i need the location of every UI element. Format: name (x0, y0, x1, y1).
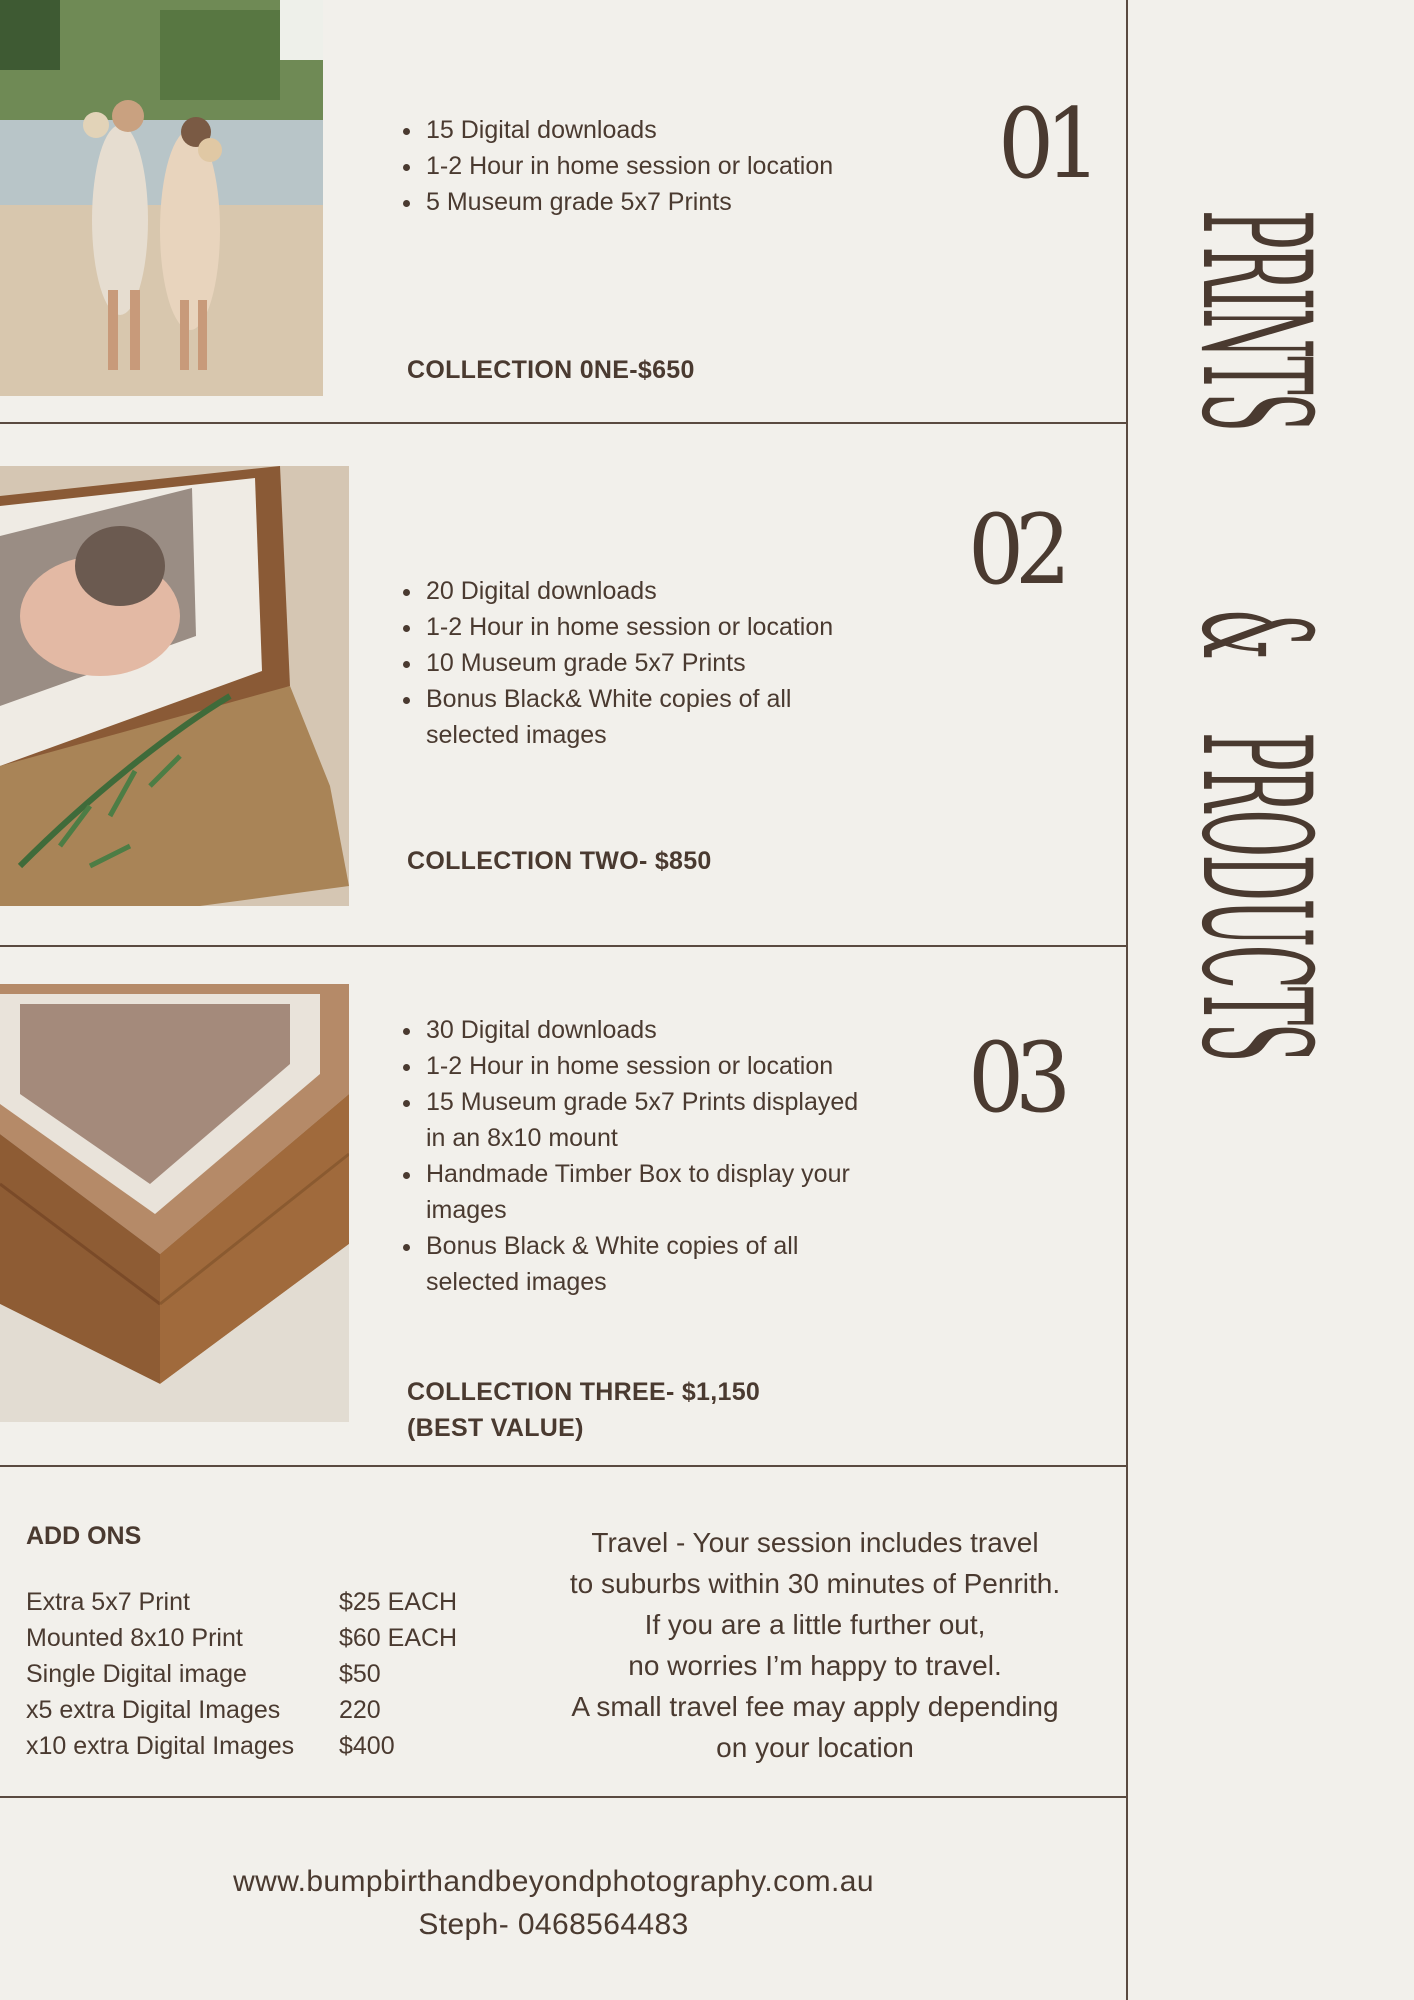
feature-item: • 30 Digital downloads (424, 1012, 864, 1048)
collection-3-price-line: COLLECTION THREE- $1,150 (407, 1378, 761, 1406)
vertical-divider (1126, 0, 1128, 2000)
collection-number-1: 01 (998, 88, 1092, 200)
travel-line: on your location (716, 1732, 914, 1763)
contact-phone: Steph- 0468564483 (418, 1908, 689, 1941)
feature-item: • 1-2 Hour in home session or location (424, 1048, 864, 1084)
addon-price: $25 EACH (339, 1588, 458, 1616)
addon-name: Single Digital image (26, 1660, 247, 1688)
feature-item: • 15 Digital downloads (424, 112, 854, 148)
addon-row (26, 1692, 457, 1728)
addon-row (26, 1620, 457, 1656)
travel-note (530, 1522, 1100, 1768)
addon-row (26, 1656, 457, 1692)
feature-item: • 1-2 Hour in home session or location (424, 148, 854, 184)
section-divider (0, 1465, 1127, 1467)
travel-line: A small travel fee may apply depending (571, 1691, 1059, 1722)
newborn-framed-photo (0, 466, 349, 906)
collection-3-best-value: (BEST VALUE) (407, 1414, 584, 1442)
addon-price: $400 (339, 1732, 395, 1760)
feature-item: • 20 Digital downloads (424, 573, 854, 609)
feature-item: • Handmade Timber Box to display your images (424, 1156, 864, 1228)
travel-line: If you are a little further out, (644, 1609, 986, 1640)
travel-line: no worries I’m happy to travel. (628, 1650, 1002, 1681)
addon-row (26, 1584, 457, 1620)
section-divider (0, 1796, 1127, 1798)
footer (0, 1860, 1107, 1946)
travel-line: to suburbs within 30 minutes of Penrith. (569, 1568, 1061, 1599)
website-link[interactable]: www.bumpbirthandbeyondphotography.com.au (233, 1865, 874, 1898)
feature-item: • Bonus Black& White copies of all selected images (424, 681, 854, 753)
addon-name: Mounted 8x10 Print (26, 1624, 243, 1652)
travel-line: Travel - Your session includes travel (591, 1527, 1039, 1558)
feature-item: • 15 Museum grade 5x7 Prints displayed in an 8x10 mount (424, 1084, 864, 1156)
addon-row (26, 1728, 457, 1764)
feature-item: • 1-2 Hour in home session or location (424, 609, 854, 645)
collection-number-2: 02 (968, 494, 1062, 606)
timber-box-photo (0, 984, 349, 1422)
collection-3-features (402, 1012, 864, 1300)
collection-1-price: COLLECTION 0NE-$650 (407, 356, 695, 384)
title-prints: PRINTS (1168, 210, 1342, 430)
addon-name: x5 extra Digital Images (26, 1696, 281, 1724)
addon-price: $50 (339, 1660, 381, 1688)
title-products: PRODUCTS (1168, 732, 1342, 1061)
title-ampersand: & (1168, 608, 1342, 658)
collection-number-3: 03 (968, 1022, 1062, 1134)
family-beach-photo (0, 0, 323, 396)
collection-3-price (407, 1374, 760, 1446)
addons-list (26, 1584, 457, 1764)
collection-1-features (402, 112, 854, 220)
addon-price: $60 EACH (339, 1624, 458, 1652)
feature-item: • 10 Museum grade 5x7 Prints (424, 645, 854, 681)
addon-name: Extra 5x7 Print (26, 1588, 190, 1616)
feature-item: • Bonus Black & White copies of all selected images (424, 1228, 864, 1300)
addons-title: ADD ONS (26, 1522, 142, 1550)
collection-2-price: COLLECTION TWO- $850 (407, 847, 712, 875)
feature-item: • 5 Museum grade 5x7 Prints (424, 184, 854, 220)
section-divider (0, 422, 1127, 424)
collection-2-features (402, 573, 854, 753)
addon-name: x10 extra Digital Images (26, 1732, 295, 1760)
page-title (1168, 210, 1342, 1830)
section-divider (0, 945, 1127, 947)
addon-price: 220 (339, 1696, 381, 1724)
